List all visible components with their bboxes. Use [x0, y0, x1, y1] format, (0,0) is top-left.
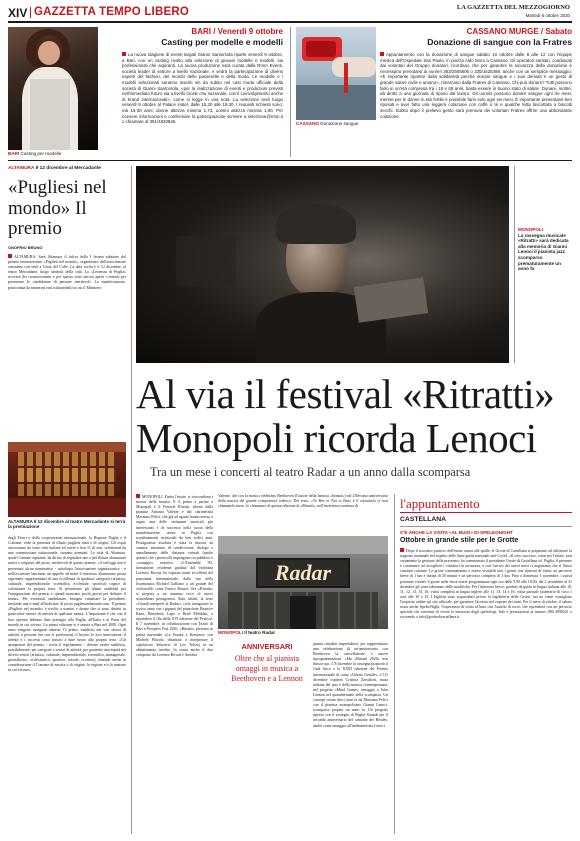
radar-caption-place: MONOPOLI — [218, 630, 244, 635]
bari-caption — [8, 151, 61, 156]
cassano-photo — [296, 27, 376, 120]
appuntamento-tag: CASTELLANA — [400, 516, 447, 523]
cassano-caption-text: Donazione sangue — [320, 121, 359, 126]
bari-kicker: BARI / Venerdì 9 ottobre — [191, 27, 283, 36]
appuntamento-kicker: C'È ANCHE LA VISITA «AL BUIO» DI SPELEONIGHT — [400, 530, 513, 535]
bari-photo — [8, 27, 98, 150]
monopoli-caption-place: MONOPOLI — [518, 227, 544, 232]
monopoli-subhead: Tra un mese i concerti al teatro Radar a un anno dalla scomparsa — [150, 465, 471, 479]
monopoli-caption — [518, 227, 570, 272]
altamura-byline: ONOFRIO BRUNO — [8, 245, 43, 250]
appuntamento-rule-2 — [400, 526, 572, 527]
monopoli-headline-2: Monopoli ricorda Lenoci — [136, 415, 537, 461]
issue-date: Martedì 6 ottobre 2020 — [525, 13, 570, 18]
section-title: GAZZETTA TEMPO LIBERO — [34, 6, 189, 18]
radar-theatre-photo — [218, 536, 388, 629]
radar-caption-text: Il teatro Radar — [244, 630, 276, 635]
bari-caption-text: Casting per modelle — [20, 151, 62, 156]
anniversari-box — [226, 642, 308, 712]
bullet-square-icon — [400, 548, 404, 552]
altamura-body-2: degli Esteri e della cooperazione internazionale, la Regione Puglia e il Comune, vede la presenza di illustri pugliesi natii e di origini. Gli ospiti arriveranno da varie città italiane ed estere e ben 11 di essi, selezionati da una commissione istituzionale, saranno premiati. La città di Altamura, quale Comune ospitante, ha diritto di segnalare uno o più illustri altamurani nativi o originari del posto, meritevoli di questo premio. «A tutt'oggi non è pervenuto alcun nominativo - sottolinea l'associazione organizzatrice - e nell'occasione lanciamo un appello affinché il territorio altamurano possa esprimere rappresentanti di una eccellenza di qualsiasi categoria (artistica, culturale, imprenditoriale, scientifica, ecclesiale, sportiva) capace di valorizzare la propria terra. Si presentano gli ultimi candidati per l'assegnazione del premio e quindi mancano pochi giorni per definire il nome». Per eventuali candidature, bisogna contattare la presidente, inviando una e-mail all'indirizzo di posta pugliesinelmondo.com. Il premio «Pugliesi nel mondo» è rivolto a uomini e donne che si sono distinti in particolare settore di attività di qualsiasi natura. L'importante è che con il loro operato abbiano dato prestigio alla Puglia, all'Italia e ai Paesi del mondo in cui vivono. La prima edizione si è tenuta a Bari nel 2008. Ogni anno vengono assegnati almeno 13 premi, suddivisi nei vari settori di attività, a persone che con le professioni, il lavoro, le loro innovazioni, il talento e i successi sono riusciti a dare lustro alla propria terra. «Gli assegnatari del premio - recita il regolamento - devono essere suddivisi, possibilmente, per categorie e settori di attività, per garantire una equità nei diversi settori (artistico, culturale, imprenditoriale, scientifico, manageriale, giornalistico, ecclesiastico, sportivo, sociale, eccetera), tenendo anche in considerazione il Comune di nascita o di origine, la regione e/o la nazione in cui vivono». — [8, 536, 126, 673]
bullet-square-icon — [136, 494, 140, 498]
radar-caption — [218, 630, 275, 635]
monopoli-col-2a: Valente, che con la musica celebrano Beethoven (l'autore della famosa «Sonata») nel 250esimo anniversario della nascita del grande compositore tedesco. Del resto, «To Bee or Not to Bee» è il sottotitolo (e non chiamatelo mero, lo chiamano) di questa edizione di «Ritratti», nell'incertezza continua di — [218, 494, 388, 509]
bullet-square-icon — [122, 52, 126, 56]
monopoli-caption-text: La rassegna musicale «Ritratti» sarà dedicata alla memoria di Gianni Lenoci il pianista jazz scomparso prematuramente un anno fa — [518, 232, 569, 272]
monopoli-col-1: MONOPOLI. Finita l'estate, si riaccendono i motori della musica. E il primo a partire a Monopoli è il Festival Ritratti, diretto dalla pianista Antonia Valente e dal clarinettista Massimo Felici, che già ad agosto hanno messo a segno una delle settimane musicali più interessanti e di successo nella storia della manifestazione, attiva in Puglia con sconfinamenti territoriali da ben sedici anni. Protagonista assoluta è stata la musica da camera, sinonimo di condivisione, dialogo e annullamento delle distanze virtuali (anche queste) che i protocolli impongono tra pubblico e «contagio» emotivo. «L'Ensemble '95, formazione residente guidata dal violinista Lorenzo Rovati, ha ospitato nomi eccellenti del panorama internazionale, dalla star della fisarmonica Richard Galliano a un grande del violoncello come Enrico Bronzi. Ora «Ritratti» si prepara a un autunno ricco di nuovi straordinari protagonisti. Sarà, infatti, la serie «Grandi interpreti al Radar», ciclo inaugurato lo scorso anno con i giganti del pianoforte Beatrice Rana, Benedetto Lupo e Brad Mehldau, a riprendere il filo della XVI edizione del Festival. Il 7 novembre, in collaborazione con Teatro di Bari e Prospero Fest 2020, «Ritratti» presenta in prima nazionale «La Sonata a Kreutzer» con Michele Placido, chiamato a interpretare il capolavoro letterario di Lev Tolstoj in un abbattimento inedito. In scena anche il duo composto da Lorenzo Rovati e Antonia — [136, 495, 213, 657]
top-section-rule — [8, 160, 572, 161]
appuntamento-rule — [400, 512, 572, 513]
altamura-kicker-text: Il 12 dicembre al Mercadante — [35, 166, 101, 171]
bari-body: La nuova stagione di eventi targati Gianni Santorsola riparte venerdì 9 ottobre, a Bari, con un casting rivolto alla selezione di giovani modelle e modelli, sia professionisti che aspiranti. La nuova produzione sarà curata dalla Rmm Eventi, società leader di settore a livello nazionale, e vedrà la partecipazione di diversi esperti del fashion, del mondo delle passerelle e della moda. Le modelle e i modelli selezionati saranno inseriti sin da subito nel cast moda ufficiale della società di Gianni Santorsola, «per la realizzazione di eventi e produzioni previsti nell'immediato futuro sia a livello locale che nazionale, con il coinvolgimento anche di brand internazionali», come si legge in una nota. La selezione avrà luogo venerdì 9 ottobre al Palace Hotel, dalle 15,30 alle 19,30. I requisiti richiesti sono: età 15-30 anni; donne altezza minima 1,73, uomini altezza minima 1,80. Per ricevere informazioni e confermare la partecipazione scrivere a selezione@rmm.it o chiamare al 391/4820846. — [122, 52, 283, 125]
appuntamento-body: Dopo il riscontro positivo dell'estate ormai alle spalle, le Grotte di Castellana si preparano ad affrontare la stagione autunnale nel rispetto delle linee guida nazionali anti-Covid. «Il vero successo, come per l'estate, sarà certamente la gestione delle presenze» ha commentato il presidente Grotte di Castellana srl. Puglia, il presente e continuare ad accogliere i visitatori in sicurezza, e con l'arrivo dei nuovi mesi ci auguriamo che il flusso continui costante. Le grotte continueranno a essere visitabili tutti i giorni con itinerari di visita: un percorso breve di 1 km e durata di 50 minuti e un percorso completo di 3 km. Fino a domenica 1 novembre, i turisti potranno visitare il grotte nelle fasce orarie programmate ogni ora dalle 9.00 alle 18.00; dal 2 novembre al 31 dicembre gli orari subiranno delle modifiche. Per l'itinerario breve, guidato da guida in lingua italiana alle 10, 11, 12, 13, 15, 16; visita completa in lingua inglese alle 11, 13, 14 e 16; visita parziale (itinerario di circa 1 ora) alle 10 e 15. I biglietti sono acquistabili presso la biglietteria delle Grotte, ma ne viene consigliato l'acquisto online sul sito ufficiale, per garantire l'accesso nel rispetto dei turni. Per il mese di ottobre, il sabato torna anche SpeleoNight, l'esperienza di visita al buio con l'ausilio di torce, che riprenderà con un percorso speciale che consente di vivere le emozioni degli speleologi. Info e prenotazioni al numero 080 4998221 o scrivendo a info@grottedicastellana.it. — [400, 549, 572, 620]
cassano-caption-place: CASSANO — [296, 121, 319, 126]
cassano-caption — [296, 121, 359, 126]
altamura-kicker-place: ALTAMURA — [8, 166, 35, 171]
left-column-divider — [131, 166, 132, 834]
radar-sign: Radar — [274, 560, 332, 585]
anniversari-kicker: ANNIVERSARI — [241, 642, 293, 651]
bullet-square-icon — [8, 254, 12, 258]
section-divider — [30, 7, 31, 18]
lenoci-photo — [136, 166, 509, 363]
cassano-kicker: CASSANO MURGE / Sabato — [466, 27, 572, 36]
altamura-kicker — [8, 166, 126, 171]
bullet-square-icon — [380, 52, 384, 56]
photo-caption-divider — [514, 166, 515, 363]
altamura-title: «Pugliesi nel mondo» Il premio — [8, 177, 107, 239]
header-rule — [8, 21, 572, 23]
appuntamento-title: l'appuntamento — [400, 496, 480, 511]
bari-title: Casting per modelle e modelli — [161, 37, 283, 47]
monopoli-col-2b: quanti cittadini imprenditori, per rappresentare una celebrazione di un'anniversario con Beethoven la cancellazione o nuove riprogrammazioni. «Ma «Ritratti 2020» non finisce qui. L'8 dicembre la rassegna proporrà il Galà lirico e la XXIII edizione del Premio internazionale di canto «Valerio Gentile», e l'11 dicembre ospiterà Cristina Zavalloni, musa italiana del jazz e della musica contemporanea, nel progetto «Mind Game», omaggio a John Lennon nel quarantennale della scomparsa. Un concept creato dieci anni fa da Massimo Felici con il pianista monopolitano Gianni Lenoci, scomparso proprio un anno fa. Un progetto ripreso con il sostegno di Puglia Sounds per il secondo anniversario del cantante dei Beatles, anche come omaggio all'indimenticato Lenoci. — [313, 642, 388, 728]
cassano-body: Appuntamento con la donazione di sangue sabato 10 ottobre dalle 8 alle 12 con l'équipe medica dell'Ospedale San Paolo, in piazza Aldo Moro a Cassano. Gli operatori sanitari, coadiuvati dai volontari del Gruppo donatori, ricordano che per garantire la sicurezza della donazione è necessario prenotarsi ai numeri 363/2505606 o 335/1625498, anche con un semplice messaggio. «È importante ripartire dalla solidarietà perché donare sangue e i suoi derivati è un gesto di grande valore civile e umano», rimarcano dalla Fratres di Cassano. Chi può donare? Tutti possono farlo in un'età compresa tra i 18 e 65 anni, basta essere in buono stato di salute. Donare, inoltre, dà diritto a una giornata di riposo dal lavoro. Gli uomini possono donare sangue ogni tre mesi, mentre per le donne in età fertile è possibile farlo solo ogni sei mesi. È importante presentarsi ben riposati e aver fatto una leggera colazione con caffè o tè e qualche fetta biscottata o biscotti secchi. Subito dopo il prelievo gesto sarà premura dei volontari Fratres offrire una abbondante colazione. — [380, 52, 572, 119]
right-column-divider — [394, 494, 395, 834]
cassano-title: Donazione di sangue con la Fratres — [427, 37, 572, 47]
altamura-theatre-photo — [8, 442, 126, 517]
top-column-divider — [290, 27, 291, 157]
altamura-body-1: ALTAMURA. Sarà Altamura il fulcro della I lesima edizione del premio internazionale «Pugliesi nel mondo», organizzato dall'associazione omonima con sede a Gioia del Colle. La data scelta è il 12 dicembre, al teatro Mercadante, luogo simbolo della città. La «Leonessa di Puglia» riceverà dei riconoscimenti e per questo sono ancora aperti i termini per presentare le candidature di persone meritevoli. La manifestazione, patrocinata da numerosi enti istituzionali tra cui il Ministero — [8, 255, 126, 290]
appuntamento-headline: Ottobre in grande stile per le Grotte — [400, 537, 519, 544]
masthead: LA GAZZETTA DEL MEZZOGIORNO — [456, 4, 570, 11]
monopoli-col-2c — [226, 716, 308, 834]
altamura-caption: ALTAMURA Il 12 dicembre al teatro Mercadante si terrà la premiazione — [8, 519, 126, 530]
page-number: XIV — [8, 6, 28, 20]
anniversari-text: Oltre che al pianista omaggi in musica a Beethoven e a Lennon — [231, 654, 303, 683]
monopoli-headline-1: Al via il festival «Ritratti» — [136, 371, 555, 417]
bari-caption-place: BARI — [8, 151, 20, 156]
